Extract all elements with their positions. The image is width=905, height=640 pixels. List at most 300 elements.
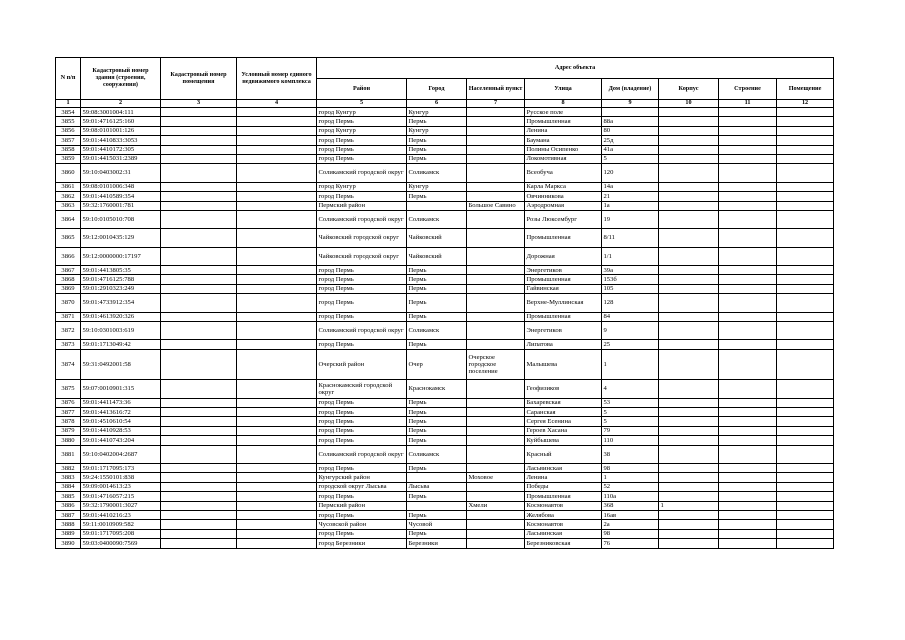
- room-number: [161, 464, 237, 473]
- street-cell: Сергея Есенина: [525, 417, 602, 426]
- cadastral-number: 59:08:3001004:111: [81, 108, 161, 117]
- pomeschenie-cell: [777, 349, 834, 380]
- room-number: [161, 473, 237, 482]
- cadastral-number: 59:01:4413805:35: [81, 266, 161, 275]
- korpus-cell: [659, 247, 719, 265]
- table-row: [56, 275, 834, 284]
- street-cell: Овчинникова: [525, 192, 602, 201]
- conditional-number: [237, 473, 317, 482]
- pomeschenie-cell: [777, 210, 834, 228]
- house-cell: 38: [602, 445, 659, 463]
- row-number: 3857: [56, 136, 81, 145]
- room-number: [161, 322, 237, 340]
- stroenie-cell: [719, 349, 777, 380]
- house-cell: 88а: [602, 117, 659, 126]
- city-cell: Пермь: [407, 145, 467, 154]
- table-row: [56, 511, 834, 520]
- city-cell: Соликамск: [407, 322, 467, 340]
- room-number: [161, 539, 237, 548]
- settlement-cell: [467, 408, 525, 417]
- pomeschenie-cell: [777, 145, 834, 154]
- stroenie-cell: [719, 529, 777, 538]
- table-row: [56, 539, 834, 548]
- stroenie-cell: [719, 380, 777, 398]
- pomeschenie-cell: [777, 445, 834, 463]
- stroenie-cell: [719, 445, 777, 463]
- korpus-cell: [659, 192, 719, 201]
- city-cell: [407, 201, 467, 210]
- district-cell: город Пермь: [317, 266, 407, 275]
- cadastral-number: 59:01:4410216:23: [81, 511, 161, 520]
- district-cell: город Пермь: [317, 398, 407, 407]
- city-cell: Пермь: [407, 312, 467, 321]
- korpus-cell: [659, 201, 719, 210]
- conditional-number: [237, 182, 317, 191]
- cadastral-number: 59:10:0402004:2687: [81, 445, 161, 463]
- city-cell: Соликамск: [407, 164, 467, 182]
- pomeschenie-cell: [777, 539, 834, 548]
- settlement-cell: [467, 154, 525, 163]
- row-number: 3855: [56, 117, 81, 126]
- room-number: [161, 482, 237, 491]
- district-cell: город Пермь: [317, 154, 407, 163]
- registry-page: [55, 57, 833, 549]
- street-cell: Промышленная: [525, 229, 602, 247]
- row-number: 3868: [56, 275, 81, 284]
- row-number: 3888: [56, 520, 81, 529]
- settlement-cell: [467, 210, 525, 228]
- stroenie-cell: [719, 247, 777, 265]
- column-number-row: [56, 100, 834, 108]
- table-row: [56, 349, 834, 380]
- pomeschenie-cell: [777, 164, 834, 182]
- room-number: [161, 436, 237, 445]
- street-cell: Космонавтов: [525, 520, 602, 529]
- pomeschenie-cell: [777, 482, 834, 491]
- table-row: [56, 312, 834, 321]
- row-number: 3877: [56, 408, 81, 417]
- room-number: [161, 154, 237, 163]
- room-number: [161, 126, 237, 135]
- district-cell: город Пермь: [317, 192, 407, 201]
- cadastral-number: 59:12:0000000:17197: [81, 247, 161, 265]
- street-cell: Розы Люксембург: [525, 210, 602, 228]
- pomeschenie-cell: [777, 117, 834, 126]
- cadastral-number: 59:12:0010435:129: [81, 229, 161, 247]
- street-cell: Малышева: [525, 349, 602, 380]
- table-row: [56, 154, 834, 163]
- city-cell: Пермь: [407, 275, 467, 284]
- district-cell: город Пермь: [317, 284, 407, 293]
- city-cell: Пермь: [407, 136, 467, 145]
- korpus-cell: [659, 108, 719, 117]
- row-number: 3873: [56, 340, 81, 349]
- stroenie-cell: [719, 417, 777, 426]
- table-row: [56, 520, 834, 529]
- row-number: 3882: [56, 464, 81, 473]
- cadastral-number: 59:32:1790001:3027: [81, 501, 161, 510]
- conditional-number: [237, 408, 317, 417]
- row-number: 3889: [56, 529, 81, 538]
- conditional-number: [237, 398, 317, 407]
- settlement-cell: [467, 539, 525, 548]
- house-cell: 1а: [602, 201, 659, 210]
- stroenie-cell: [719, 284, 777, 293]
- stroenie-cell: [719, 117, 777, 126]
- cadastral-number: 59:01:4415031:2389: [81, 154, 161, 163]
- room-number: [161, 117, 237, 126]
- room-number: [161, 417, 237, 426]
- cadastral-number: 59:01:1713049:42: [81, 340, 161, 349]
- street-cell: Русское поле: [525, 108, 602, 117]
- room-number: [161, 511, 237, 520]
- conditional-number: [237, 520, 317, 529]
- street-cell: Промышленная: [525, 275, 602, 284]
- room-number: [161, 275, 237, 284]
- row-number: 3871: [56, 312, 81, 321]
- korpus-cell: 1: [659, 501, 719, 510]
- house-cell: 5: [602, 154, 659, 163]
- table-row: [56, 426, 834, 435]
- cadastral-number: 59:01:4716057:215: [81, 492, 161, 501]
- stroenie-cell: [719, 482, 777, 491]
- street-cell: Гайвинская: [525, 284, 602, 293]
- settlement-cell: [467, 108, 525, 117]
- settlement-cell: [467, 284, 525, 293]
- header-address: Адрес объекта: [317, 58, 834, 79]
- room-number: [161, 136, 237, 145]
- house-cell: 1/1: [602, 247, 659, 265]
- header-house: Дом (владение): [602, 79, 659, 100]
- korpus-cell: [659, 492, 719, 501]
- stroenie-cell: [719, 340, 777, 349]
- city-cell: Пермь: [407, 408, 467, 417]
- district-cell: город Пермь: [317, 294, 407, 312]
- pomeschenie-cell: [777, 247, 834, 265]
- street-cell: Саранская: [525, 408, 602, 417]
- settlement-cell: [467, 464, 525, 473]
- stroenie-cell: [719, 182, 777, 191]
- settlement-cell: [467, 136, 525, 145]
- header-cond-number: Условный номер единого недвижимого комплекса: [237, 58, 317, 100]
- settlement-cell: Моховое: [467, 473, 525, 482]
- row-number: 3863: [56, 201, 81, 210]
- settlement-cell: [467, 492, 525, 501]
- header-pomeschenie: Помещение: [777, 79, 834, 100]
- house-cell: 153б: [602, 275, 659, 284]
- house-cell: 98: [602, 464, 659, 473]
- conditional-number: [237, 126, 317, 135]
- registry-table: [55, 57, 834, 549]
- conditional-number: [237, 192, 317, 201]
- room-number: [161, 192, 237, 201]
- cadastral-number: 59:10:0301003:619: [81, 322, 161, 340]
- house-cell: 84: [602, 312, 659, 321]
- district-cell: город Кунгур: [317, 126, 407, 135]
- conditional-number: [237, 426, 317, 435]
- row-number: 3881: [56, 445, 81, 463]
- column-number: 5: [317, 100, 407, 108]
- district-cell: город Кунгур: [317, 182, 407, 191]
- row-number: 3874: [56, 349, 81, 380]
- district-cell: Очерский район: [317, 349, 407, 380]
- room-number: [161, 294, 237, 312]
- pomeschenie-cell: [777, 294, 834, 312]
- room-number: [161, 145, 237, 154]
- house-cell: 368: [602, 501, 659, 510]
- table-row: [56, 340, 834, 349]
- city-cell: Пермь: [407, 340, 467, 349]
- conditional-number: [237, 482, 317, 491]
- room-number: [161, 492, 237, 501]
- room-number: [161, 229, 237, 247]
- stroenie-cell: [719, 501, 777, 510]
- street-cell: Полины Осипенко: [525, 145, 602, 154]
- settlement-cell: [467, 182, 525, 191]
- header-korpus: Корпус: [659, 79, 719, 100]
- table-row: [56, 501, 834, 510]
- conditional-number: [237, 464, 317, 473]
- room-number: [161, 529, 237, 538]
- cadastral-number: 59:01:4733912:354: [81, 294, 161, 312]
- table-row: [56, 247, 834, 265]
- korpus-cell: [659, 284, 719, 293]
- korpus-cell: [659, 417, 719, 426]
- street-cell: Энергетиков: [525, 322, 602, 340]
- korpus-cell: [659, 380, 719, 398]
- room-number: [161, 445, 237, 463]
- street-cell: Баумана: [525, 136, 602, 145]
- settlement-cell: [467, 294, 525, 312]
- stroenie-cell: [719, 266, 777, 275]
- row-number: 3862: [56, 192, 81, 201]
- table-row: [56, 210, 834, 228]
- pomeschenie-cell: [777, 501, 834, 510]
- cadastral-number: 59:09:0014613:23: [81, 482, 161, 491]
- conditional-number: [237, 529, 317, 538]
- stroenie-cell: [719, 145, 777, 154]
- house-cell: 19: [602, 210, 659, 228]
- pomeschenie-cell: [777, 529, 834, 538]
- table-row: [56, 117, 834, 126]
- pomeschenie-cell: [777, 492, 834, 501]
- street-cell: Локомотивная: [525, 154, 602, 163]
- korpus-cell: [659, 312, 719, 321]
- table-row: [56, 464, 834, 473]
- city-cell: Пермь: [407, 464, 467, 473]
- city-cell: Чайковский: [407, 247, 467, 265]
- settlement-cell: [467, 145, 525, 154]
- pomeschenie-cell: [777, 136, 834, 145]
- city-cell: Кунгур: [407, 108, 467, 117]
- stroenie-cell: [719, 511, 777, 520]
- korpus-cell: [659, 464, 719, 473]
- settlement-cell: [467, 426, 525, 435]
- conditional-number: [237, 322, 317, 340]
- city-cell: Пермь: [407, 294, 467, 312]
- conditional-number: [237, 229, 317, 247]
- street-cell: Промышленная: [525, 312, 602, 321]
- pomeschenie-cell: [777, 340, 834, 349]
- stroenie-cell: [719, 275, 777, 284]
- city-cell: Соликамск: [407, 445, 467, 463]
- korpus-cell: [659, 266, 719, 275]
- room-number: [161, 182, 237, 191]
- table-row: [56, 266, 834, 275]
- settlement-cell: [467, 117, 525, 126]
- column-number: 12: [777, 100, 834, 108]
- column-number: 1: [56, 100, 81, 108]
- street-cell: Дорожная: [525, 247, 602, 265]
- district-cell: Пермский район: [317, 201, 407, 210]
- street-cell: Героев Хасана: [525, 426, 602, 435]
- column-number: 2: [81, 100, 161, 108]
- column-number: 4: [237, 100, 317, 108]
- street-cell: Промышленная: [525, 117, 602, 126]
- district-cell: город Пермь: [317, 426, 407, 435]
- street-cell: Геофизиков: [525, 380, 602, 398]
- house-cell: 1: [602, 349, 659, 380]
- district-cell: Краснокамский городской округ: [317, 380, 407, 398]
- row-number: 3884: [56, 482, 81, 491]
- row-number: 3858: [56, 145, 81, 154]
- settlement-cell: [467, 380, 525, 398]
- settlement-cell: [467, 266, 525, 275]
- cadastral-number: 59:11:0010909:582: [81, 520, 161, 529]
- korpus-cell: [659, 520, 719, 529]
- conditional-number: [237, 275, 317, 284]
- table-row: [56, 417, 834, 426]
- room-number: [161, 164, 237, 182]
- row-number: 3864: [56, 210, 81, 228]
- cadastral-number: 59:01:1717095:208: [81, 529, 161, 538]
- street-cell: Ленина: [525, 126, 602, 135]
- pomeschenie-cell: [777, 436, 834, 445]
- district-cell: Соликамский городской округ: [317, 210, 407, 228]
- pomeschenie-cell: [777, 284, 834, 293]
- conditional-number: [237, 417, 317, 426]
- house-cell: 120: [602, 164, 659, 182]
- pomeschenie-cell: [777, 192, 834, 201]
- house-cell: 110а: [602, 492, 659, 501]
- street-cell: Желябова: [525, 511, 602, 520]
- korpus-cell: [659, 398, 719, 407]
- row-number: 3879: [56, 426, 81, 435]
- room-number: [161, 247, 237, 265]
- conditional-number: [237, 164, 317, 182]
- district-cell: город Пермь: [317, 529, 407, 538]
- settlement-cell: Очерское городское поселение: [467, 349, 525, 380]
- table-row: [56, 145, 834, 154]
- column-number: 3: [161, 100, 237, 108]
- street-cell: Ласьвинская: [525, 464, 602, 473]
- korpus-cell: [659, 182, 719, 191]
- house-cell: 2а: [602, 520, 659, 529]
- settlement-cell: [467, 126, 525, 135]
- district-cell: город Пермь: [317, 136, 407, 145]
- row-number: 3872: [56, 322, 81, 340]
- district-cell: Соликамский городской округ: [317, 322, 407, 340]
- street-cell: Ласьвинская: [525, 529, 602, 538]
- stroenie-cell: [719, 426, 777, 435]
- district-cell: город Пермь: [317, 492, 407, 501]
- row-number: 3875: [56, 380, 81, 398]
- header-stroenie: Строение: [719, 79, 777, 100]
- house-cell: 16ав: [602, 511, 659, 520]
- korpus-cell: [659, 126, 719, 135]
- pomeschenie-cell: [777, 473, 834, 482]
- conditional-number: [237, 145, 317, 154]
- conditional-number: [237, 492, 317, 501]
- stroenie-cell: [719, 210, 777, 228]
- table-row: [56, 126, 834, 135]
- settlement-cell: [467, 436, 525, 445]
- street-cell: Бахаревская: [525, 398, 602, 407]
- settlement-cell: Хмели: [467, 501, 525, 510]
- conditional-number: [237, 154, 317, 163]
- header-district: Район: [317, 79, 407, 100]
- stroenie-cell: [719, 322, 777, 340]
- korpus-cell: [659, 482, 719, 491]
- district-cell: Чайковский городской округ: [317, 247, 407, 265]
- pomeschenie-cell: [777, 229, 834, 247]
- row-number: 3870: [56, 294, 81, 312]
- korpus-cell: [659, 210, 719, 228]
- table-row: [56, 294, 834, 312]
- house-cell: 9: [602, 322, 659, 340]
- cadastral-number: 59:01:4411473:36: [81, 398, 161, 407]
- pomeschenie-cell: [777, 312, 834, 321]
- settlement-cell: [467, 312, 525, 321]
- city-cell: Пермь: [407, 284, 467, 293]
- stroenie-cell: [719, 492, 777, 501]
- room-number: [161, 380, 237, 398]
- row-number: 3865: [56, 229, 81, 247]
- settlement-cell: [467, 417, 525, 426]
- korpus-cell: [659, 349, 719, 380]
- city-cell: Пермь: [407, 436, 467, 445]
- korpus-cell: [659, 408, 719, 417]
- korpus-cell: [659, 294, 719, 312]
- korpus-cell: [659, 529, 719, 538]
- pomeschenie-cell: [777, 408, 834, 417]
- street-cell: Липатова: [525, 340, 602, 349]
- column-number: 7: [467, 100, 525, 108]
- city-cell: [407, 473, 467, 482]
- stroenie-cell: [719, 464, 777, 473]
- street-cell: Карла Маркса: [525, 182, 602, 191]
- room-number: [161, 312, 237, 321]
- stroenie-cell: [719, 136, 777, 145]
- house-cell: 25д: [602, 136, 659, 145]
- district-cell: Соликамский городской округ: [317, 445, 407, 463]
- pomeschenie-cell: [777, 182, 834, 191]
- cadastral-number: 59:01:4413616:72: [81, 408, 161, 417]
- cadastral-number: 59:10:0105010:708: [81, 210, 161, 228]
- city-cell: Пермь: [407, 511, 467, 520]
- stroenie-cell: [719, 192, 777, 201]
- district-cell: Соликамский городской округ: [317, 164, 407, 182]
- column-number: 11: [719, 100, 777, 108]
- city-cell: [407, 501, 467, 510]
- settlement-cell: [467, 229, 525, 247]
- header-city: Город: [407, 79, 467, 100]
- street-cell: Энергетиков: [525, 266, 602, 275]
- city-cell: Пермь: [407, 117, 467, 126]
- settlement-cell: Большое Савино: [467, 201, 525, 210]
- conditional-number: [237, 284, 317, 293]
- house-cell: 79: [602, 426, 659, 435]
